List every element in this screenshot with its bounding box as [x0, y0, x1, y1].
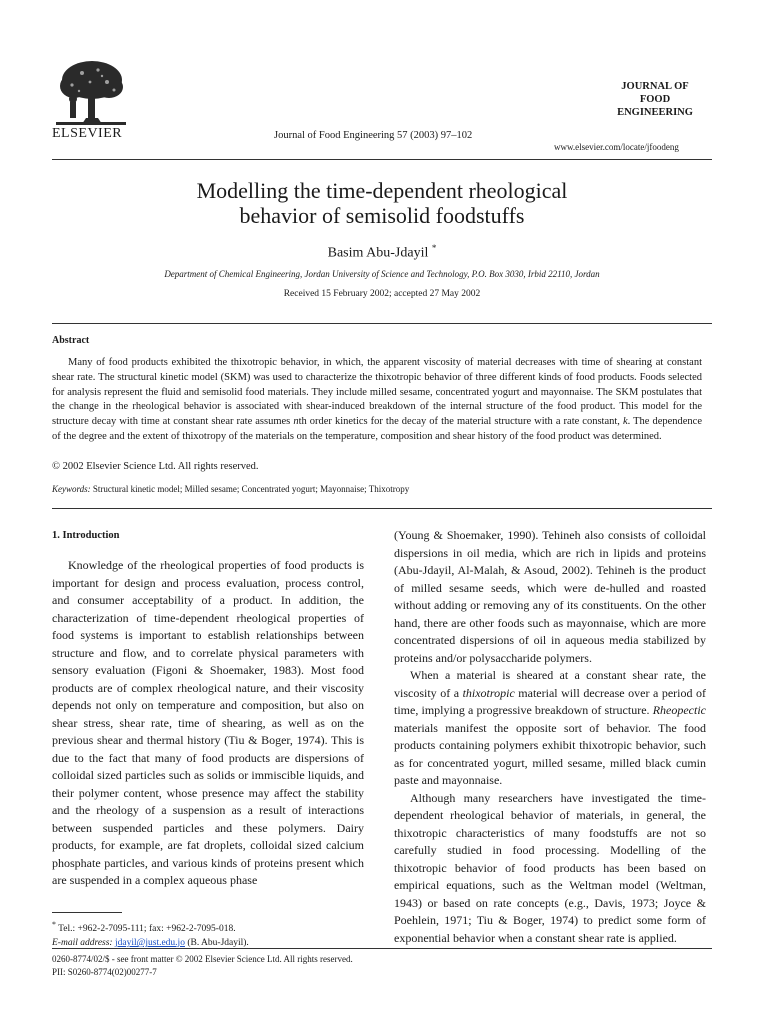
email-link[interactable]: jdayil@just.edu.jo — [114, 938, 185, 949]
journal-url-link[interactable]: www.elsevier.com/locate/jfoodeng — [554, 142, 679, 152]
abstract-text — [52, 356, 702, 445]
abstract-italic-n: n — [293, 416, 299, 428]
body-text-part: When a material is sheared at a constant shear rate, the viscosity of a — [394, 668, 706, 700]
body-italic-term: thixotropic — [462, 685, 515, 700]
journal-name — [600, 80, 710, 119]
article-title-line: Modelling the time-dependent rheological — [196, 178, 568, 203]
abstract-italic-k: k — [622, 416, 628, 428]
right-column — [394, 527, 706, 947]
journal-reference: Journal of Food Engineering 57 (2003) 97–102 — [274, 130, 473, 141]
email-suffix: (B. Abu-Jdayil). — [184, 938, 249, 949]
abstract-text-part: Many of food products exhibited the thixotropic behavior, in which, the apparent viscosity of material decreases with time of shearing at constant shear rate. The structural kinetic model (SKM) was used to characterize the thixotropic behavior of three different kinds of food products. Foods selected for analysis represent the fluid and semisolid food materials. They include milled sesame, concentrated yogurt and mayonnaise. The SKM postulates that the change in the rheological behavior is associated with shear-induced breakdown of the internal structure of the food product. This model for the structure decay with time at constant shear rate assumes — [52, 357, 702, 428]
footnote — [52, 918, 372, 950]
abstract-text-part: . The dependence of the degree and the extent of thixotropy of the materials on the temperature, composition and shear history of the food product was determined. — [52, 416, 703, 442]
keywords — [52, 484, 702, 494]
body-italic-term: Rheopectic — [652, 703, 706, 717]
abstract-copyright: © 2002 Elsevier Science Ltd. All rights reserved. — [52, 461, 259, 472]
body-text-part: material will decrease over a period of time, implying a progressive breakdown of structure. — [394, 685, 706, 717]
elsevier-tree-logo-icon — [52, 58, 130, 128]
front-matter — [52, 953, 353, 979]
author-name-text: Basim Abu-Jdayil — [327, 245, 429, 261]
email-label: E-mail address: — [52, 938, 113, 949]
author-affiliation: Department of Chemical Engineering, Jordan University of Science and Technology, P.O. Box 3030, Irbid 22110, Jordan — [164, 269, 600, 279]
header-divider — [52, 159, 712, 160]
body-paragraph — [394, 667, 706, 790]
footer-divider — [52, 948, 712, 949]
body-paragraph: Knowledge of the rheological properties of food products is important for design and process evaluation, process control, and consumer acceptability of a product. In addition, the characterization of time-dependent rheological properties of food systems is important to establish relationships between structure and flow, and to correlate physical parameters with sensory evaluation (Figoni & Shoemaker, 1983). Most food products are of complex rheological nature, and their viscosity depends not only on temperature and composition, but also on shear stress, shear rate, time of shearing, as well as on the previous shear and thermal history (Tiu & Boger, 1974). This is due to the fact that many of food products are dispersions of colloidal sized particles such as solids or immiscible liquids, and their polymer content, whose presence may affect the stability and the rheology of a suspension as a result of interactions between suspended particles and these polymers. Dairy products, for example, are fat droplets, colloidal sized calcium phosphate particles, and various kinds of proteins present which are suspended in a complex aqueous phase — [52, 558, 364, 887]
keywords-label: Keywords: — [52, 484, 91, 494]
abstract-bottom-divider — [52, 508, 712, 509]
body-paragraph: Although many researchers have investigated the time-dependent rheological behavior of materials, in general, the thixotropic characteristics of many foodstuffs are not so carefully studied in food processing. Modelling of the thixotropic behavior of food products has been based on empirical equations, such as the Weltman model (Weltman, 1943) or based on rate concepts (e.g., Davis, 1973; Joyce & Poehlein, 1971; Tiu & Boger, 1974) to predict some form of exponential behavior when a constant shear rate is applied. — [394, 790, 706, 945]
footnote-mark: * — [52, 920, 56, 929]
received-dates: Received 15 February 2002; accepted 27 May 2002 — [283, 289, 481, 299]
footnote-contact-text: Tel.: +962-2-7095-111; fax: +962-2-7095-018. — [55, 924, 236, 935]
abstract-heading: Abstract — [52, 335, 90, 346]
body-paragraph: (Young & Shoemaker, 1990). Tehineh also consists of colloidal dispersions in oil media, which are rich in lipids and proteins (Abu-Jdayil, Al-Malah, & Asoud, 2002). Tehineh is the product of milled sesame seeds, which were de-hulled and roasted without adding or removing any of its constituents. On the other hand, there are other foods such as mayonnaise, which are more concentrated dispersions of oil in aqueous media stabilized by proteins and/or polysaccharide polymers. — [394, 528, 706, 665]
body-text-part: materials manifest the opposite sort of behavior. The food products containing polymers exhibit thixotropic behavior, such as for concentrated yogurt, milled sesame, milled black cumin paste and mayonnaise. — [394, 720, 706, 787]
left-column — [52, 557, 364, 890]
author-name — [52, 243, 712, 262]
footnote-contact — [52, 918, 372, 936]
author-footnote-mark[interactable]: * — [431, 243, 437, 253]
front-matter-line: 0260-8774/02/$ - see front matter © 2002 Elsevier Science Ltd. All rights reserved. — [52, 954, 353, 964]
publisher-name: ELSEVIER — [52, 126, 123, 141]
abstract-text-part: th order kinetics for the decay of the material structure with a rate constant, — [298, 416, 623, 428]
journal-name-line: ENGINEERING — [617, 107, 693, 118]
keywords-list: Structural kinetic model; Milled sesame; Concentrated yogurt; Mayonnaise; Thixotropy — [92, 484, 410, 494]
front-matter-line: PII: S0260-8774(02)00277-7 — [52, 967, 157, 977]
article-title — [52, 178, 712, 228]
abstract-top-divider — [52, 323, 712, 324]
footnote-divider — [52, 912, 122, 913]
journal-name-line: JOURNAL OF — [621, 81, 689, 92]
article-title-line: behavior of semisolid foodstuffs — [239, 203, 525, 228]
section-heading-introduction: 1. Introduction — [52, 530, 120, 541]
journal-name-line: FOOD — [639, 94, 671, 105]
